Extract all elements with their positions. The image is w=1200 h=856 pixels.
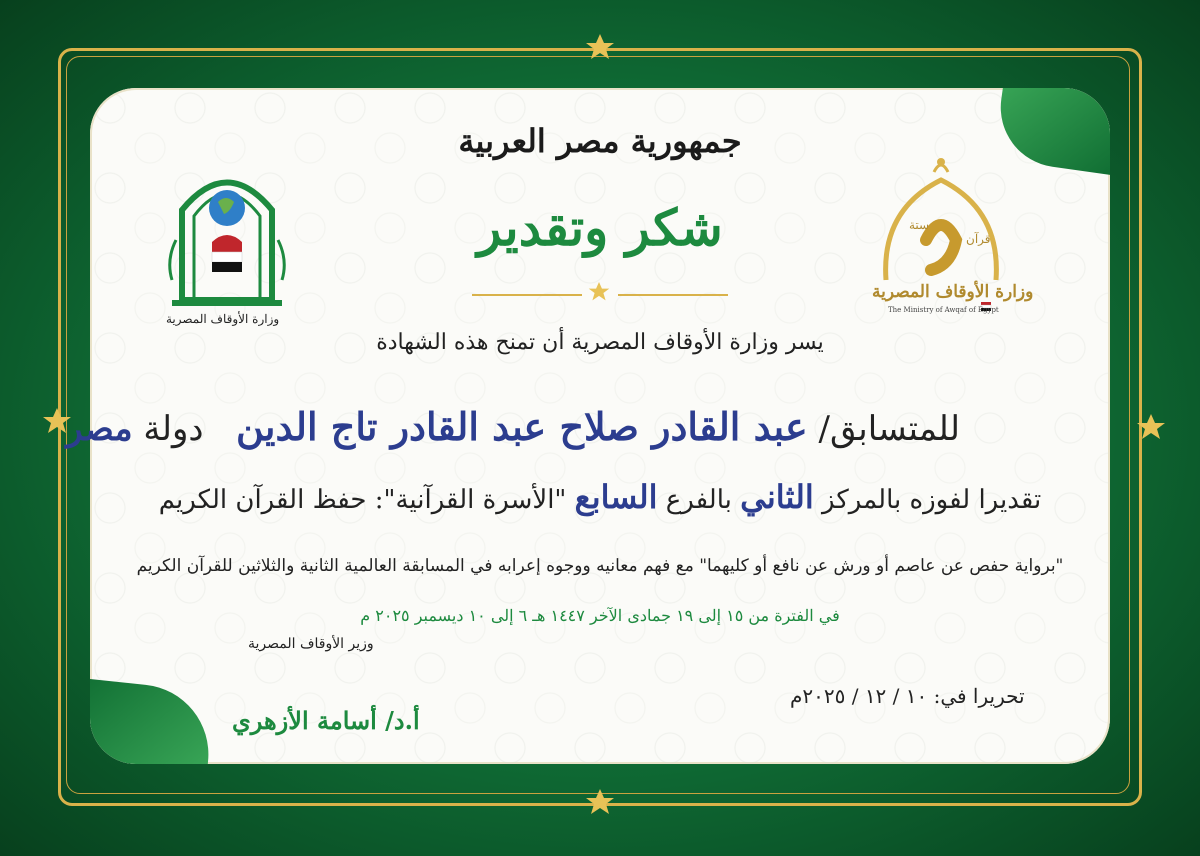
- rank: الثاني: [740, 478, 814, 516]
- logo-small-text: ستة: [909, 218, 930, 232]
- recipient-label: للمتسابق/: [818, 409, 960, 449]
- certificate-title: شكر وتقدير: [477, 198, 723, 257]
- logo-small-text: قرآن: [966, 232, 991, 246]
- gold-star-icon: [1136, 414, 1166, 444]
- riwaya-line: "برواية حفص عن عاصم أو ورش عن نافع أو كليهما" مع فهم معانيه ووجوه إعرابه في المسابقة العالمية الثانية والثلاثين للقرآن الكريم: [136, 556, 1064, 576]
- recipient-line: [66, 404, 960, 449]
- period-line: في الفترة من ١٥ إلى ١٩ جمادى الآخر ١٤٤٧ هـ ٦ إلى ١٠ ديسمبر ٢٠٢٥ م: [360, 606, 840, 625]
- title-divider: [618, 294, 728, 296]
- branch-prefix: بالفرع: [665, 485, 732, 515]
- title-divider: [472, 294, 582, 296]
- recipient-name: عبد القادر صلاح عبد القادر تاج الدين: [235, 404, 808, 449]
- gold-star-icon: [585, 34, 615, 64]
- award-line: [0, 478, 1200, 516]
- minister-signature: أ.د/ أسامة الأزهري: [232, 706, 420, 735]
- logo-caption: وزارة الأوقاف المصرية: [872, 282, 1034, 302]
- country-value: مصر: [66, 409, 133, 449]
- gold-star-icon: [585, 789, 615, 819]
- minister-title: وزير الأوقاف المصرية: [248, 636, 374, 652]
- logo-caption-en: The Ministry of Awqaf of Egypt: [888, 306, 999, 314]
- intro-line: يسر وزارة الأوقاف المصرية أن تمنح هذه الشهادة: [376, 330, 824, 355]
- branch: السابع: [574, 478, 658, 516]
- country-label: دولة: [143, 409, 204, 449]
- logo-caption: وزارة الأوقاف المصرية: [166, 312, 280, 326]
- country-header: جمهورية مصر العربية: [458, 122, 742, 160]
- branch-name: "الأسرة القرآنية": حفظ القرآن الكريم: [158, 485, 567, 515]
- issue-date: تحريرا في: ١٠ / ١٢ / ٢٠٢٥م: [790, 684, 1025, 708]
- gold-star-icon: [588, 282, 610, 304]
- award-prefix: تقديرا لفوزه بالمركز: [822, 485, 1042, 515]
